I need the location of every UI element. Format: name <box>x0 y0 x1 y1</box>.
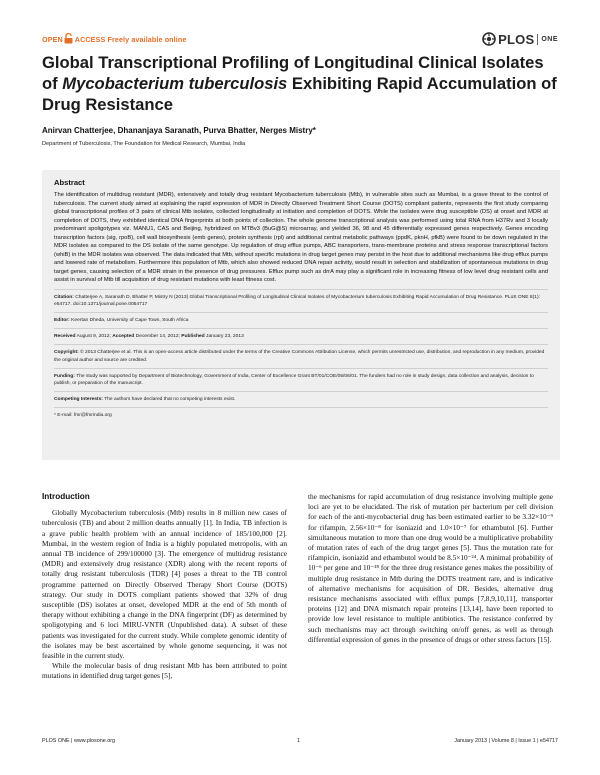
metadata-divider <box>54 344 548 345</box>
page-header <box>42 30 558 48</box>
abstract-text: The identification of multidrug resistant (MDR), extensively and totally drug resistant Mycobacterium tuberculosis (Mtb), in vulnerable sites such as Mumbai, is a grave threat to the control of tuberculosis. The current study aimed at explaining the rapid expression of MDR in Directly Observed Treatment Short Course (DOTS) compliant patients, represents the first study comparing global transcriptional profiles of 3 pairs of clinical Mtb isolates, collected longitudinally at initiation and completion of DOTS. While the isolates were drug susceptible (DS) at onset and MDR at completion of DOTS, they exhibited identical DNA fingerprints at both points of collection. The whole genome transcriptional analysis was performed using total RNA from H37Rv and 3 locally predominant spoligotypes viz. MANU1, CAS and Beijing, hybridized on MTBv3 (BuG@S) microarray, and yielded 36, 98 and 45 differentially expressed genes respectively. Genes encoding transcription factors (sig, rpoB), cell wall biosynthesis (emb genes), protein synthesis (rpl) and additional central metabolic pathways (ppdK, pknH, pfkB) were found to be down regulated in the MDR isolates as compared to the DS isolate of the same genotype. Up regulation of drug efflux pumps, ABC transporters, trans-membrane proteins and stress response transcriptional factors (whiB) in the MDR isolates was observed. The data indicated that Mtb, without specific mutations in drug target genes may persist in the host due to additional mechanisms like drug efflux pumps and lowered rate of metabolism. Furthermore this population of Mtb, which also showed reduced DNA repair activity, would result in selection and stabilization of spontaneous mutations in drug target genes, causing selection of a MDR strain in the presence of drug pressures. Efflux pump such as drrA may play a significant role in increasing fitness of low level drug resistant cells and assist in survival of Mtb till acquisition of drug resistant mutations with least fitness cost. <box>54 192 548 283</box>
introduction-heading: Introduction <box>42 492 90 501</box>
metadata-divider <box>54 407 548 408</box>
abstract-heading: Abstract <box>54 178 85 187</box>
open-access-badge <box>42 33 186 44</box>
metadata-divider <box>54 312 548 313</box>
title-part-2: Exhibiting Rapid Accumulation of Drug Resistance <box>42 74 557 114</box>
footer-journal: PLOS ONE | www.plosone.org <box>42 738 116 744</box>
abstract-box <box>42 170 560 460</box>
right-column <box>308 492 553 645</box>
copyright-text: © 2013 Chatterjee et al. This is an open-access article distributed under the terms of the Creative Commons Attribution License, which permits unrestricted use, distribution, and reproduction in any medium, provided the original author and source are credited. <box>54 350 545 363</box>
logo-one-text: ONE <box>541 35 558 43</box>
corresponding-email: * E-mail: fmr@fmrindia.org <box>54 413 112 419</box>
plos-one-logo <box>482 30 558 48</box>
competing-label: Competing Interests: <box>54 397 103 403</box>
accepted-label: Accepted <box>112 334 135 340</box>
abstract-divider <box>54 289 548 290</box>
dates <box>54 333 548 340</box>
footer-page-number: 1 <box>297 738 300 744</box>
intro-paragraph-2: While the molecular basis of drug resistant Mtb has been attributed to point mutations in identified drug target genes [5], <box>42 661 287 681</box>
title-species-italic: Mycobacterium tuberculosis <box>62 74 288 93</box>
citation-label: Citation: <box>54 294 74 300</box>
funding-label: Funding: <box>54 373 75 379</box>
accepted-date: December 14, 2012; <box>135 334 180 340</box>
published-label: Published <box>181 334 205 340</box>
article-title <box>42 52 562 115</box>
funding-text: The study was supported by Department of Biotechnology, Government of India, Center of Excellence Grant BT/01/COE/05/06/01. The funders had no role in study design, data collection and analysis, decision to publish, or preparation of the manuscript. <box>54 373 534 386</box>
intro-paragraph-1: Globally Mycobacterium tuberculosis (Mtb) results in 8 million new cases of tuberculosis (TB) and about 2 million deaths annually [1]. In India, TB infection is a grave public health problem with an annual incidence of 185/100,000 [2]. Mumbai, in the western region of India is a highly populated metropolis, with an annual TB incidence of 299/100000 [3]. The emergence of multidrug resistance (MDR) and extensively drug resistance (XDR) along with the recent reports of totally drug resistant tuberculosis (TDR) [4] poses a threat to the TB control programme patterned on Directly Observed Therapy Short Course (DOTS) strategy. Our study in DOTS compliant patients showed that 32% of drug susceptible (DS) isolates at onset, developed MDR at the end of 5th month of therapy without exhibiting a change in the DNA fingerprint (DF) as determined by spoligotyping and 6 loci MIRU-VNTR (Unpublished data). A subset of these patients was investigated for the current study. While complete genomic identity of the isolates may be best ascertained by whole genome sequencing, it was not feasible in the current study. <box>42 508 287 661</box>
received-label: Received <box>54 334 76 340</box>
received-date: August 9, 2012; <box>76 334 111 340</box>
editor-label: Editor: <box>54 317 70 323</box>
metadata-divider <box>54 391 548 392</box>
competing-interests <box>54 396 548 403</box>
funding <box>54 373 548 387</box>
affiliation: Department of Tuberculosis, The Foundation for Medical Research, Mumbai, India <box>42 141 246 147</box>
published-date: January 23, 2013 <box>206 334 244 340</box>
access-label: ACCESS <box>74 35 106 44</box>
citation-text: Chatterjee A, Saranath D, Bhatter P, Mistry N (2013) Global Transcriptional Profiling of Longitudinal Clinical Isolates of Mycobacterium tuberculosis Exhibiting Rapid Accumulation of Drug Resistance. PLoS ONE 8(1): e54717. doi:10.1371/journal.pone.0054717 <box>54 294 540 307</box>
citation <box>54 294 548 308</box>
logo-divider <box>537 34 538 45</box>
plos-logo-icon <box>482 32 496 46</box>
editor <box>54 317 548 324</box>
footer-issue-info: January 2013 | Volume 8 | Issue 1 | e54717 <box>454 738 558 744</box>
author-list: Anirvan Chatterjee, Dhananjaya Saranath, Purva Bhatter, Nerges Mistry* <box>42 126 316 135</box>
copyright-label: Copyright: <box>54 350 79 356</box>
metadata-divider <box>54 368 548 369</box>
left-column <box>42 492 287 682</box>
page-footer <box>42 738 558 750</box>
free-availability-text: Freely available online <box>107 35 187 44</box>
editor-text: Keertan Dheda, University of Cape Town, South Africa <box>71 317 189 323</box>
copyright <box>54 349 548 363</box>
competing-text: The authors have declared that no competing interests exist. <box>104 397 236 403</box>
logo-plos-text: PLOS <box>498 31 535 47</box>
metadata-divider <box>54 328 548 329</box>
title-part-1: Global Transcriptional Profiling of Longitudinal Clinical Isolates of <box>42 53 544 93</box>
open-label: OPEN <box>42 35 63 44</box>
intro-paragraph-3: the mechanisms for rapid accumulation of drug resistance involving multiple gene loci are yet to be elucidated. The risk of mutation per bacterium per cell division for each of the anti-mycobacterial drug has been estimated earlier to be 3.32×10⁻⁹ for rifampin, 2.56×10⁻⁸ for isoniazid and 1.0×10⁻⁷ for ethambutol [6]. Further simultaneous mutation to more than one drug would be a multiplicative probability of mutation rates of each of the drug target genes [5]. Thus the mutation rate for rifampicin, isoniazid and ethambutol would be 8.5×10⁻²⁴. A minimal probability of 10⁻⁶ per gene and 10⁻¹⁸ for the three drug resistance genes makes the possibility of multiple drug resistance in Mtb during the DOTS treatment rare, and is indicative of alternative mechanisms for acquisition of DR. Besides, alternative drug resistance mechanisms associated with efflux pumps [7,8,9,10,11], transporter proteins [12] and DNA mismatch repair proteins [13,14], have been reported to provide low level resistance to multiple antibiotics. The resistance conferred by such mechanisms may act through switching on/off genes, as well as through differential expression of genes in the presence of drugs or other stress factors [15]. <box>308 492 553 644</box>
open-access-lock-icon <box>64 33 73 44</box>
